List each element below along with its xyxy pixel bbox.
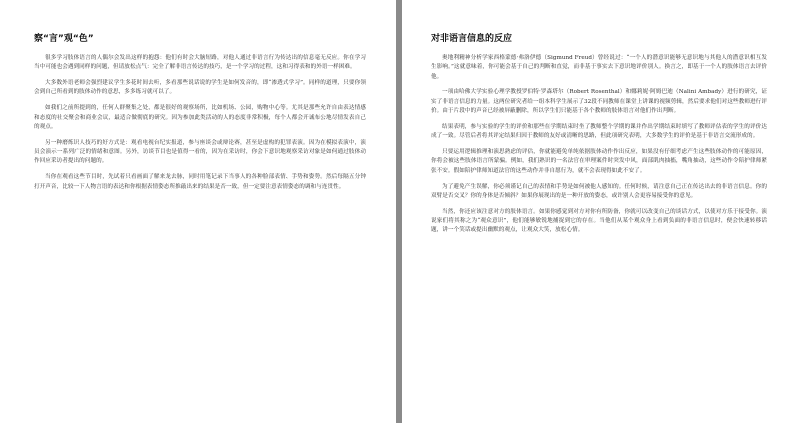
right-paragraph-2: 一项由哈佛大学实验心理学教授罗伯特·罗森塔尔（Robert Rosenthal）和娜莉妮·阿姆巴迪（Nalini Ambady）进行的研究，证实了非语言信息的力量。这两位研究者给一组本科学生展示了32段不同教师在课堂上讲课的视频剪辑，然后要求他们对这些教师进行评价。由于片段中的声音已经被屏蔽删除，所以学生们只能基于各个教师的肢体语言对他们作出判断。	[431, 89, 767, 115]
right-paragraph-6: 当然，你还应该注意对方的肢体语言。如果你感觉到对方对你有所防备，你就可以改变自己的谈话方式，以使对方乐于接受你。演说家们将其称之为“观众意识”，他们能够敏锐地捕捉到它的存在。当他们从某个观众身上看到负面的非语言信息时，便会快速转移话题，讲一个笑话或提出幽默的观点，让观众大笑，放松心情。	[431, 208, 767, 234]
left-paragraph-2: 大多数外语老师会强烈建议学生多花时间去听，多看那些说话说的学生是如何发音的，即“渗透式学习”。同样的道理，只要你领会到自己所看到的肢体动作的意思，多多练习就可以了。	[34, 80, 366, 96]
left-page	[0, 0, 396, 423]
right-paragraph-5: 为了避免产生误解，你必须谨记自己的表情和手势是如何被他人感知的。任何时候，请注意自己正在传达出去的非语言信息。你的双臂是否交叉？你的身体是否倾斜？如果你展现出的是一种开放的姿态，或许别人会更容易接受你的意见。	[431, 183, 767, 199]
left-paragraph-4: 另一种磨炼识人技巧的好方式是：观看电视台纪实报道，参与座谈会或辩论赛，甚至是虚构的犯罪表演。因为在模拟表演中，演员会演示一系列广泛的情绪和意图。另外，访谈节目也是值得一看的，因为在采访时，你会下意识地观察采访对象是如何通过肢体动作回应采访者提出的问题的。	[34, 139, 366, 165]
right-paragraph-1: 奥地利精神分析学家西格蒙德·弗洛伊德（Sigmund Freud）曾经说过：“一个人的潜意识能够无意识地与其他人的潜意识相互发生影响。”这就意味着，你可能会基于自己的判断和直觉，而非基于事实去下意识地评价别人。换言之，即基于一个人的肢体语言去评价他。	[431, 55, 767, 80]
right-page	[402, 0, 797, 423]
left-page-title: 察“言”观“色”	[34, 34, 94, 44]
left-paragraph-3: 如我们之前所提到的，任何人群聚集之处，都是很好的观察场所，比如机场、公园，购物中心等。尤其是那些允许自由表达情感和态度的社交聚会和商业会议，最适合做彻底的研究。因为参加此类活动的人的态度非常积极，每个人都会开诚布公地尽情发表自己的观点。	[34, 105, 366, 130]
right-paragraph-3: 结果表明，参与实验的学生的评价和那些在学期结束时坐了教师整个学期的课并作出学期结束时填写了教师评估表的学生的评价达成了一致。尽管后者将其评定结果归因于教师的友好或清晰的思路，但此项研究表明，大多数学生的评价是基于非语言交流形成的。	[431, 123, 767, 140]
left-paragraph-1: 很多学习肢体语言的人偶尔会发出这样的抱怨：他们有时会大脑短路，对他人通过非语言行为传达出的信息毫无反应。你在学习当中可能也会遇到同样的问题，但请放松点气：完全了解非语言传达的技巧，是一个学习的过程，这和习得表和的外语一样困难。	[34, 55, 366, 71]
right-page-title: 对非语言信息的反应	[431, 34, 513, 44]
right-paragraph-4: 只要运用逻辑推理和演思熟虑的评估，你就能避免单纯依据肢体动作作出反应，如果没有仔细考虑产生这些肢体动作的可能原因，你将会被这些肢体语言所蒙骗。例如，我们熟识的一名法官在审理案件时突发中风，面部肌肉抽搐，嘴角抽动，这些动作令陪护律师紧张不安。假如陪护律师知道法官的这些动作并非自愿行为，就不会表现得如此不安了。	[431, 149, 767, 174]
left-paragraph-5: 当你在观看这些节目时，先试着只看画面了解来龙去脉，同时用笔记录下当事人的各种脸部表情、手势和姿势。然后每隔五分钟打开声音，比较一下人物言语的表达和你根据表情姿态所推敲出来的结果是否一致，但一定要注意表情姿态的调和与连贯性。	[34, 174, 366, 190]
